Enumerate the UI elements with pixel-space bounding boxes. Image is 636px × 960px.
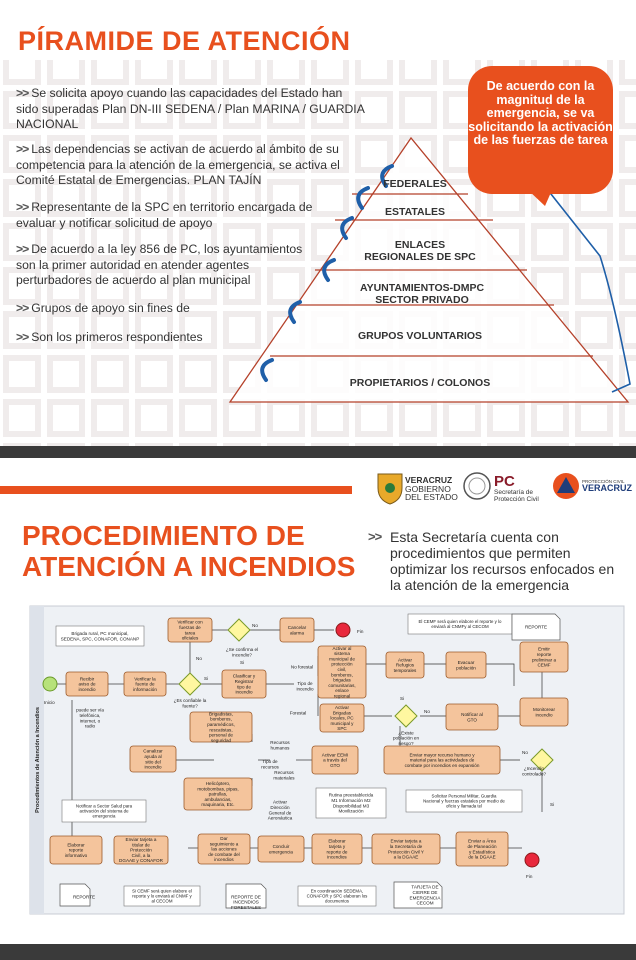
bullet-text: Representante de la SPC en territorio encargada de evaluar y notificar solicitud de apoyo: [16, 200, 313, 230]
monitorear-box: Monitorear incendio: [533, 706, 555, 718]
verificar-fuente-box: Verificar la fuente de información: [133, 676, 157, 692]
bullet-text: Son los primeros respondientes: [31, 330, 203, 344]
tarjeta-secretaria-box: Enviar tarjeta a la Secretaría de Protección Civil Y a la DGAAE: [388, 838, 424, 860]
logo-line: Protección Civil: [494, 496, 539, 503]
enviar-mayor-box: Enviar mayor recurso humano y material para las actividades de combate por incendios en expansión: [404, 752, 480, 768]
tipo-incendio-label: Tipo de incendio: [296, 680, 314, 692]
logo-line: VERACRUZ: [582, 483, 633, 493]
end-node: [525, 853, 539, 867]
tarjeta-cierre-label: TARJETA DE CIERRE DE EMERGENCIA CECOM: [409, 884, 441, 906]
double-arrow-icon: >>: [16, 142, 29, 156]
verificar-fuerzas-box: Verificar con fuerzas de tarea oficiales: [177, 619, 203, 641]
rh-label: Recursos humanos: [270, 739, 290, 751]
rm-label: Recursos materiales: [273, 769, 295, 781]
level-enlaces: ENLACES REGIONALES DE SPC: [364, 239, 476, 263]
logo-line: Secretaría de: [494, 489, 534, 496]
level-estatales: ESTATALES: [384, 206, 446, 218]
tipo-recursos-label: Tipo de recursos: [261, 758, 279, 770]
double-arrow-icon: >>: [16, 242, 29, 256]
end-node: [336, 623, 350, 637]
forestal-label: Forestal: [289, 710, 307, 716]
refugios-box: Activar Refugios temporales: [393, 657, 417, 673]
bullet-text: De acuerdo a la ley 856 de PC, los ayuntamientos son la primer autoridad en atender agentes perturbadores de acuerdo al plan municipal: [16, 242, 303, 287]
end-label: Fin: [526, 874, 533, 879]
elaborar-tarjeta-box: Elaborar tarjeta y reporte de incendios: [326, 838, 348, 860]
double-arrow-icon: >>: [368, 529, 382, 544]
seguimiento-box: Dar seguimiento a las acciones de combate del incendios: [208, 836, 240, 863]
activar-eemi-box: Activar EEMI a través del GTO: [321, 752, 349, 768]
canalizar-box: Canalizar ayuda al sitio del incendio: [143, 748, 163, 770]
level-voluntarios: GRUPOS VOLUNTARIOS: [357, 330, 483, 342]
logo-line: PROTECCIÓN CIVIL: [582, 479, 625, 484]
logo-line: VERACRUZ: [405, 475, 453, 485]
activar-sistema-box: Activar al sistema municipal de protección civil, bomberos, brigadas comunitarias, enlace regional: [328, 645, 356, 699]
controlado-question: ¿Incendio controlado?: [521, 765, 547, 777]
grupos-note: Brigada rural, PC municipal, SEDENA, SPC, CONAFOR, CONANP: [60, 630, 140, 642]
confiable-question: ¿Es confiable la fuente?: [173, 697, 207, 709]
double-arrow-icon: >>: [16, 200, 29, 214]
confirm-question: ¿Se confirma el incendio?: [225, 646, 259, 658]
salud-note: Notificar a Sector Salud para activación del sistema de emergencia: [75, 803, 133, 819]
concluir-box: Concluir emergencia: [268, 843, 294, 855]
clasificar-box: Clasificar y Registrar tipo de incendio: [232, 673, 256, 695]
double-arrow-icon: >>: [16, 86, 29, 100]
start-node: [43, 677, 57, 691]
double-arrow-icon: >>: [16, 330, 29, 344]
activar-brigadas-box: Activar Brigadas locales, PC municipal y SPC: [330, 705, 354, 732]
level-propietarios: PROPIETARIOS / COLONOS: [349, 377, 491, 389]
bullet-text: Grupos de apoyo sin fines de: [31, 301, 190, 315]
cemf-note2: Si CEMF será quien elabore el reporte y lo enviará al CNMF y al CECOM: [132, 888, 192, 904]
title-line: ATENCIÓN A INCENDIOS: [22, 551, 356, 582]
puede-ser-label: puede ser vía telefónica, internet, o radio: [76, 707, 104, 729]
bullet-text: Se solicita apoyo cuando las capacidades del Estado han sido superadas Plan DN-III SEDENA / Plan MARINA / GUARDIA NACIONAL: [16, 86, 365, 131]
no-label: No: [424, 709, 430, 714]
no-label: No: [252, 623, 258, 628]
end-label: Fin: [357, 629, 364, 634]
lane-label: Procedimientos de Atención a Incendios: [35, 707, 41, 813]
no-label: No: [196, 656, 202, 661]
coordinacion-note: En coordinación SEDEMA, CONAFOR y SPC elaboran los documentos: [306, 888, 368, 904]
helicoptero-box: Helicóptero, motobombas, pipas, patrullas, ambulancias, maquinaria, Etc.: [197, 781, 239, 808]
yes-label: Si: [550, 802, 555, 807]
recibir-box: Recibir aviso de incendio: [78, 676, 96, 692]
cancelar-box: Cancelar alarma: [287, 624, 307, 636]
cemf-note: El CEMF será quien elabore el reporte y lo enviará al CNMFy al CECOM: [418, 619, 502, 630]
elaborar-reporte-box: Elaborar reporte informativo: [64, 842, 88, 858]
start-label: Inicio: [44, 700, 55, 705]
reporte-forestales-label: REPORTE DE INCENDIOS FORESTALES: [230, 894, 262, 910]
section-subtitle: Esta Secretaría cuenta con procedimientos que permiten optimizar los recursos enfocados en la atención de la emergencia: [390, 529, 615, 593]
bullet-text: Las dependencias se activan de acuerdo al ámbito de su competencia para la atención de la emergencia, se activa el Comité Estatal de Emergencias. PLAN TAJÍN: [16, 142, 340, 187]
poblacion-question: ¿Existe población en riesgo?: [392, 730, 420, 746]
yes-label: Si: [400, 696, 405, 701]
level-ayuntamientos: AYUNTAMIENTOS-DMPC SECTOR PRIVADO: [359, 282, 485, 306]
callout-bubble: De acuerdo con la magnitud de la emergencia, se va solicitando la activación de las fuerzas de tarea: [468, 66, 613, 194]
enviar-area-box: Enviar a Área de Planeación y Estadística de la DGAAE: [467, 838, 497, 860]
logo-line: PC: [494, 473, 515, 490]
yes-label: Si: [204, 676, 209, 681]
double-arrow-icon: >>: [16, 301, 29, 315]
logo-line: GOBIERNO: [405, 483, 451, 494]
brigadistas-box: Brigadistas, bomberos, paramédicos, rescatistas, personal de seguridad: [207, 711, 235, 743]
emitir-reporte-box: Emitir reporte preliminar a CEMF: [532, 646, 556, 668]
notificar-gto-box: Notificar al GTO: [461, 711, 483, 723]
activar-direccion-label: Activar Dirección General de Aeronáutica: [267, 799, 293, 821]
reporte-doc-label: REPORTE: [72, 894, 96, 900]
title-line: PROCEDIMIENTO DE: [22, 520, 305, 551]
solicitar-note: Solicitar Personal Militar, Guardia Nacional y fuerzas estatales por medio de oficio y llamada tel: [423, 793, 505, 809]
evacuar-box: Evacuar población: [456, 659, 476, 671]
level-federales: FEDERALES: [383, 178, 447, 190]
no-forestal-label: No forestal: [290, 664, 314, 670]
logo-line: DEL ESTADO: [405, 492, 458, 502]
page-title: PÍRAMIDE DE ATENCIÓN: [18, 26, 351, 56]
tarjeta-titular-box: Enviar tarjeta a titular de Protección Civil, a la DGAAE y CONAFOR: [119, 837, 163, 864]
no-label: No: [522, 750, 528, 755]
reporte-doc-label: REPORTE: [524, 624, 548, 630]
rutina-note: Rutina preestablecida M1 Información M2 Disponibilidad M3 Movilización: [328, 792, 374, 814]
yes-label: Si: [240, 660, 245, 665]
